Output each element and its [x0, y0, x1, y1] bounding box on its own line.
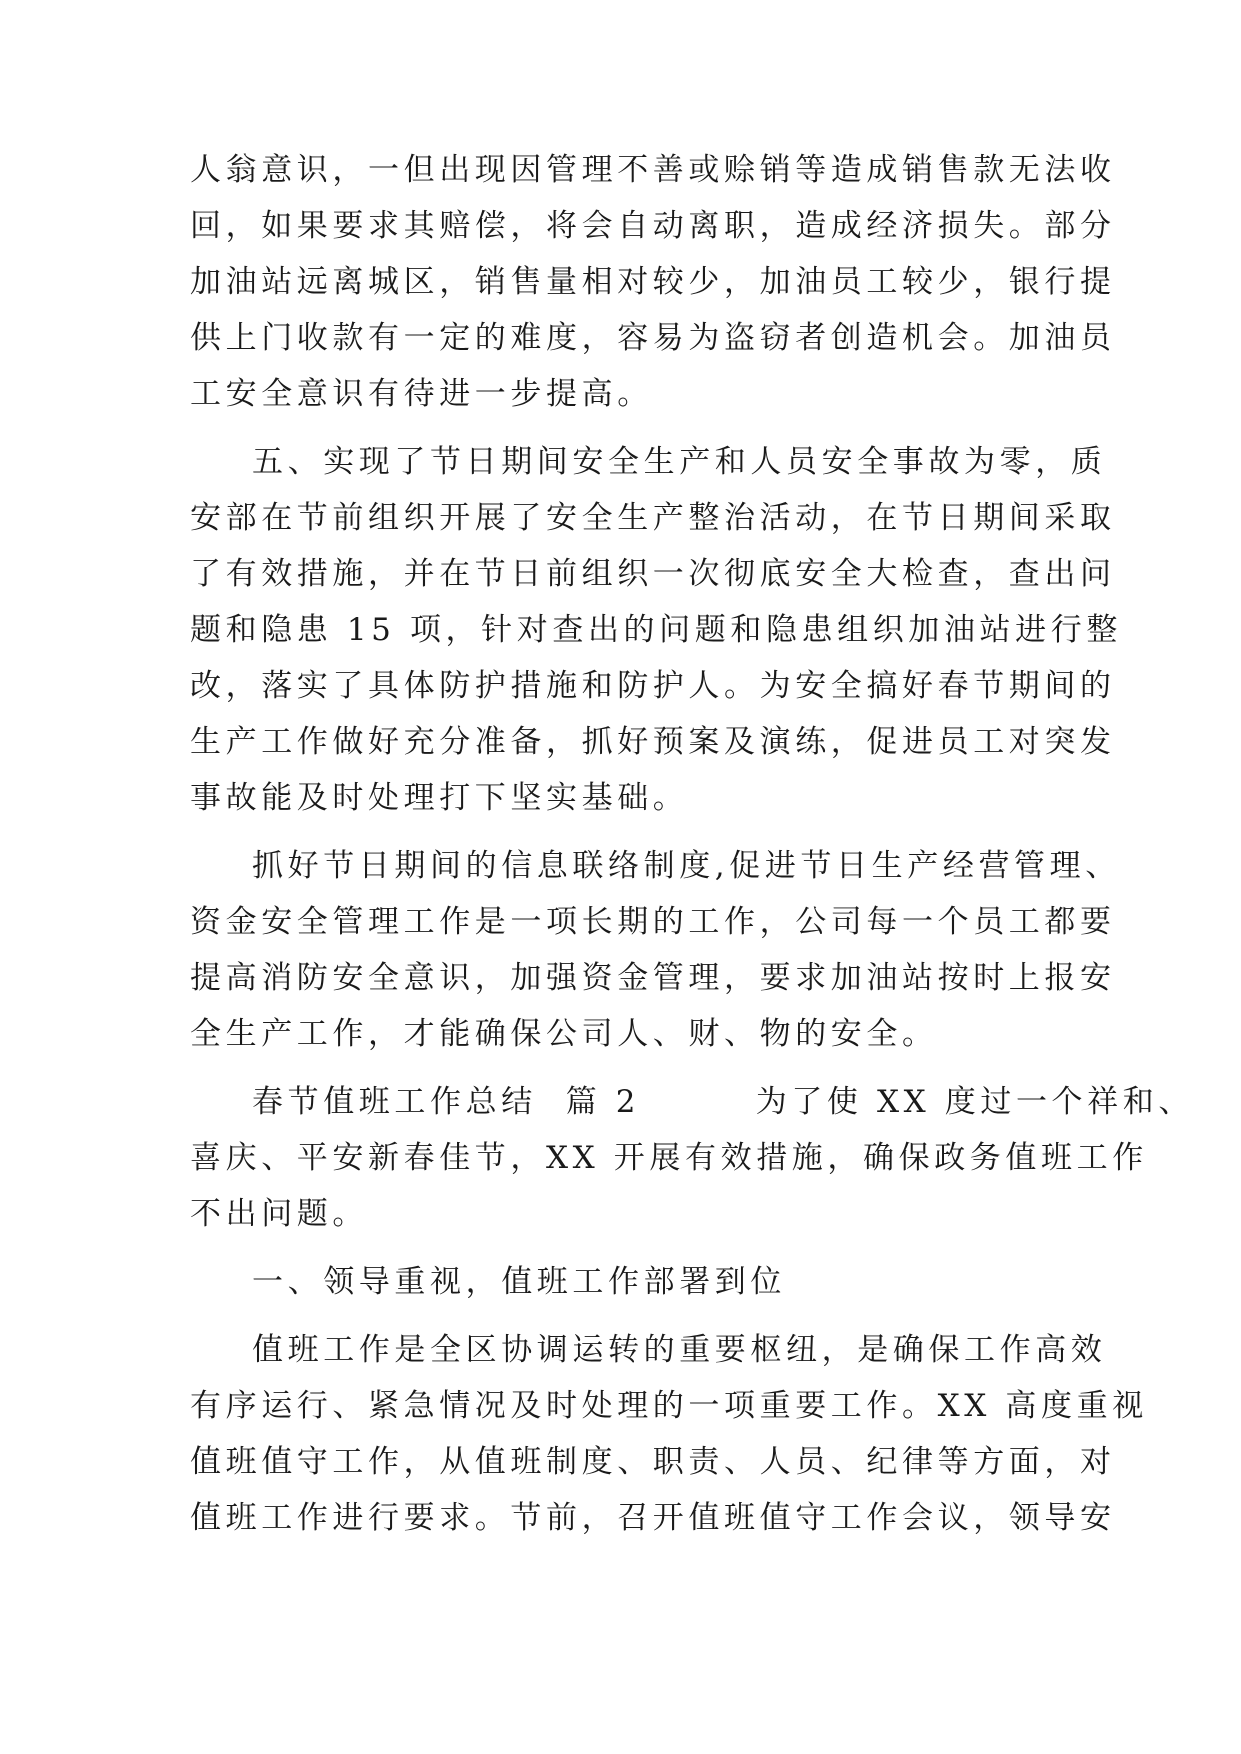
text-line: 值班工作进行要求。节前，召开值班值守工作会议，领导安	[190, 1500, 1116, 1536]
section-heading-line: 春节值班工作总结 篇 2 为了使 XX 度过一个祥和、	[252, 1084, 1194, 1120]
text-line: 题和隐患 15 项，针对查出的问题和隐患组织加油站进行整	[190, 612, 1122, 648]
text-line: 了有效措施，并在节日前组织一次彻底安全大检查，查出问	[190, 556, 1116, 592]
text-line: 供上门收款有一定的难度，容易为盗窃者创造机会。加油员	[190, 320, 1116, 356]
text-line: 回，如果要求其赔偿，将会自动离职，造成经济损失。部分	[190, 208, 1116, 244]
text-line: 全生产工作，才能确保公司人、财、物的安全。	[190, 1016, 938, 1052]
text-line: 不出问题。	[190, 1196, 368, 1232]
text-line: 人翁意识，一但出现因管理不善或赊销等造成销售款无法收	[190, 152, 1116, 188]
text-line: 事故能及时处理打下坚实基础。	[190, 780, 689, 816]
paragraph-start-line: 五、实现了节日期间安全生产和人员安全事故为零，质	[252, 444, 1107, 480]
text-line: 有序运行、紧急情况及时处理的一项重要工作。XX 高度重视	[190, 1388, 1148, 1424]
text-line: 喜庆、平安新春佳节，XX 开展有效措施，确保政务值班工作	[190, 1140, 1148, 1176]
text-line: 提高消防安全意识，加强资金管理，要求加油站按时上报安	[190, 960, 1116, 996]
paragraph-start-line: 值班工作是全区协调运转的重要枢纽，是确保工作高效	[252, 1332, 1107, 1368]
paragraph-start-line: 抓好节日期间的信息联络制度,促进节日生产经营管理、	[252, 848, 1121, 884]
text-line: 资金安全管理工作是一项长期的工作，公司每一个员工都要	[190, 904, 1116, 940]
text-line: 安部在节前组织开展了安全生产整治活动，在节日期间采取	[190, 500, 1116, 536]
text-line: 工安全意识有待进一步提高。	[190, 376, 653, 412]
text-line: 加油站远离城区，销售量相对较少，加油员工较少，银行提	[190, 264, 1116, 300]
text-line: 生产工作做好充分准备，抓好预案及演练，促进员工对突发	[190, 724, 1116, 760]
subheading-line: 一、领导重视，值班工作部署到位	[252, 1264, 786, 1300]
text-line: 改，落实了具体防护措施和防护人。为安全搞好春节期间的	[190, 668, 1116, 704]
text-line: 值班值守工作，从值班制度、职责、人员、纪律等方面，对	[190, 1444, 1116, 1480]
